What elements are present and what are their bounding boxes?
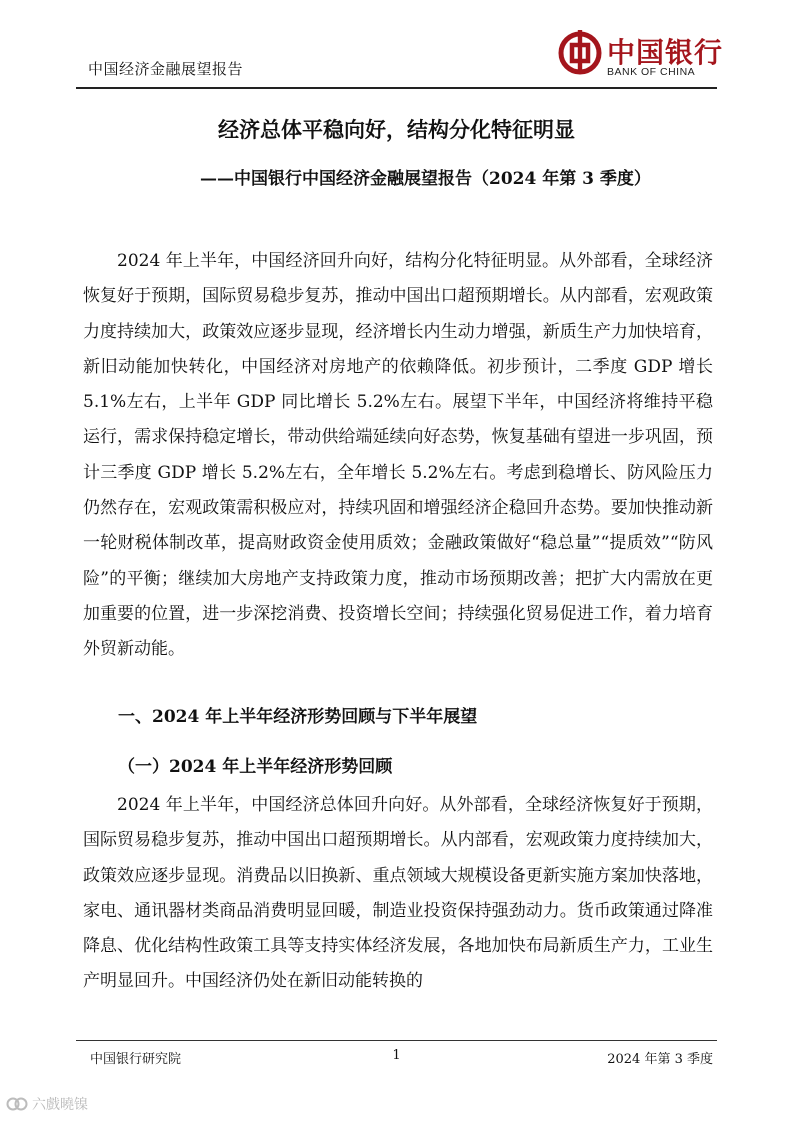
section-heading: 一、2024 年上半年经济形势回顾与下半年展望 (118, 707, 478, 727)
footer-publisher: 中国银行研究院 (90, 1052, 182, 1067)
watermark-text: 六戲曉镍 (32, 1096, 88, 1112)
watermark (6, 1094, 88, 1114)
subsection-heading: （一）2024 年上半年经济形势回顾 (118, 757, 393, 777)
logo-chinese-name: 中国银行 (607, 36, 724, 69)
page-number: 1 (392, 1048, 401, 1063)
bank-of-china-emblem-icon (557, 28, 603, 82)
review-paragraph: 2024 年上半年，中国经济总体回升向好。从外部看，全球经济恢复好于预期，国际贸易稳步复苏，推动中国出口超预期增长。从内部看，宏观政策力度持续加大，政策效应逐步显现。消费品以旧换新、重点领域大规模设备更新实施方案加快落地，家电、通讯器材类商品消费明显回暖，制造业投资保持强劲动力。货币政策通过降准降息、优化结构性政策工具等支持实体经济发展，各地加快布局新质生产力，工业生产明显回升。中国经济仍处在新旧动能转换的 (83, 795, 713, 992)
logo-english-name: BANK OF CHINA (607, 66, 696, 78)
header-divider (76, 87, 717, 89)
summary-paragraph: 2024 年上半年，中国经济回升向好，结构分化特征明显。从外部看，全球经济恢复好于预期，国际贸易稳步复苏，推动中国出口超预期增长。从内部看，宏观政策力度持续加大，政策效应逐步显现，经济增长内生动力增强，新质生产力加快培育，新旧动能加快转化，中国经济对房地产的依赖降低。初步预计，二季度 GDP 增长 5.1%左右，上半年 GDP 同比增长 5.2%左右。展望下半年，中国经济将维持平稳运行，需求保持稳定增长，带动供给端延续向好态势，恢复基础有望进一步巩固，预计三季度 GDP 增长 5.2%左右，全年增长 5.2%左右。考虑到稳增长、防风险压力仍然存在，宏观政策需积极应对，持续巩固和增强经济企稳回升态势。要加快推动新一轮财税体制改革，提高财政资金使用质效；金融政策做好“稳总量”“提质效”“防风险”的平衡；继续加大房地产支持政策力度，推动市场预期改善；把扩大内需放在更加重要的位置，进一步深挖消费、投资增长空间；持续强化贸易促进工作，着力培育外贸新动能。 (83, 251, 713, 660)
document-subtitle: ——中国银行中国经济金融展望报告（2024 年第 3 季度） (200, 169, 651, 189)
report-series-title: 中国经济金融展望报告 (88, 60, 244, 78)
footer-period: 2024 年第 3 季度 (607, 1052, 713, 1067)
footer-divider (76, 1040, 717, 1041)
document-title: 经济总体平稳向好，结构分化特征明显 (218, 117, 575, 142)
bank-logo (557, 28, 724, 82)
brand-logo-icon (6, 1096, 28, 1112)
